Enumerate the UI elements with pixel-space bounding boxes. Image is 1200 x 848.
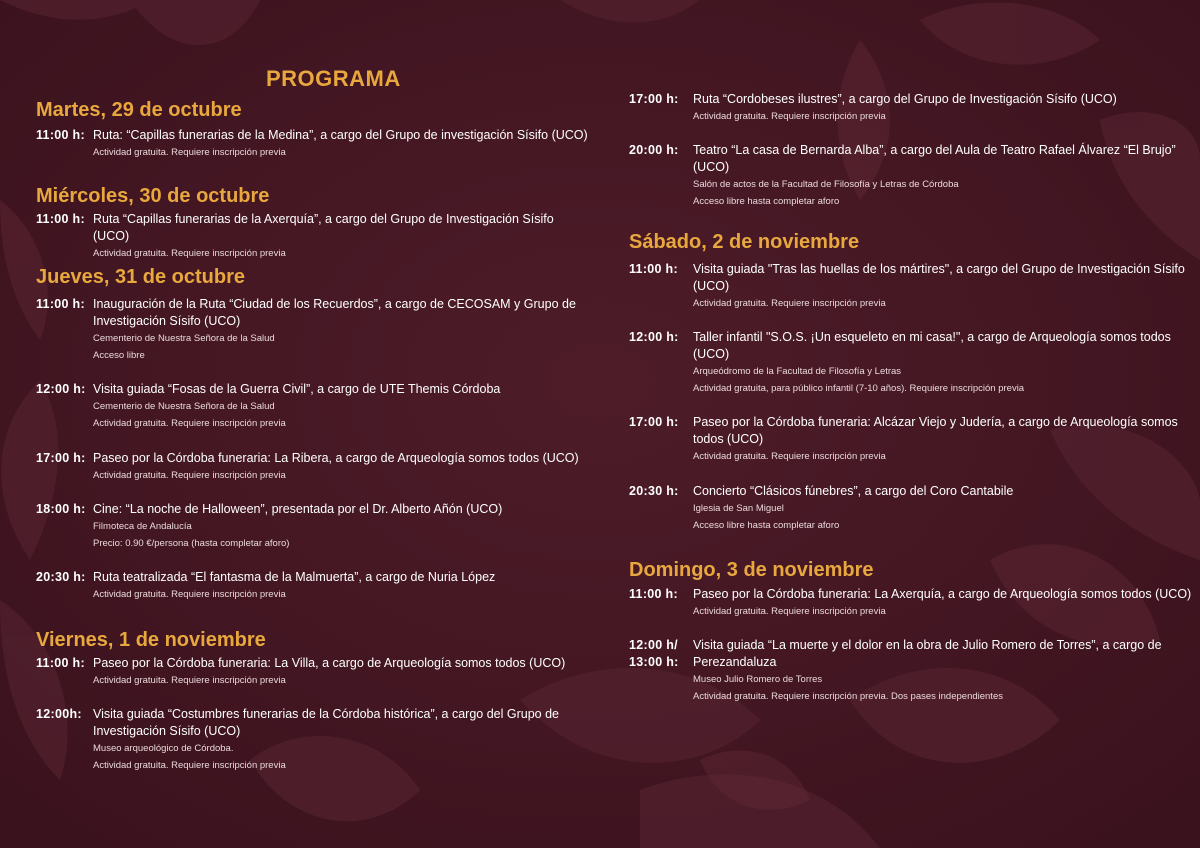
event-note: Actividad gratuita. Requiere inscripción previa xyxy=(93,675,286,686)
event-note: Actividad gratuita. Requiere inscripción previa xyxy=(693,111,886,122)
event-note: Actividad gratuita. Requiere inscripción previa xyxy=(693,298,886,309)
event-note: Actividad gratuita. Requiere inscripción previa xyxy=(93,418,286,429)
day-heading-domingo: Domingo, 3 de noviembre xyxy=(629,559,874,581)
event-time: 18:00 h: xyxy=(36,502,86,516)
event-note: Actividad gratuita. Requiere inscripción previa xyxy=(693,451,886,462)
day-heading-jueves: Jueves, 31 de octubre xyxy=(36,266,245,288)
event-note: Museo Julio Romero de Torres xyxy=(693,674,823,685)
event-title: Paseo por la Córdoba funeraria: La Ribera, a cargo de Arqueología somos todos (UCO) xyxy=(93,451,579,465)
event-title: Cine: “La noche de Halloween”, presentada por el Dr. Alberto Añón (UCO) xyxy=(93,502,503,516)
event-time: 12:00h: xyxy=(36,707,82,721)
event-title: Visita guiada “Costumbres funerarias de la Córdoba histórica”, a cargo del Grupo de Investigación Sísifo (UCO) xyxy=(93,707,559,738)
event-title: Visita guiada "Tras las huellas de los mártires", a cargo del Grupo de Investigación Sísifo (UCO) xyxy=(693,262,1185,293)
event-note: Filmoteca de Andalucía xyxy=(93,521,192,532)
event-time: 17:00 h: xyxy=(36,451,86,465)
event-note: Actividad gratuita. Requiere inscripción previa xyxy=(693,606,886,617)
event-time: 20:30 h: xyxy=(36,570,86,584)
program-title: PROGRAMA xyxy=(266,66,401,91)
event-note: Precio: 0.90 €/persona (hasta completar aforo) xyxy=(93,538,290,549)
day-heading-miercoles: Miércoles, 30 de octubre xyxy=(36,185,270,207)
event-time: 17:00 h: xyxy=(629,92,679,106)
day-heading-martes: Martes, 29 de octubre xyxy=(36,99,242,121)
event-note: Arqueódromo de la Facultad de Filosofía y Letras xyxy=(693,366,902,377)
event-time: 12:00 h: xyxy=(36,382,86,396)
event-note: Salón de actos de la Facultad de Filosofía y Letras de Córdoba xyxy=(693,179,959,190)
event-time: 11:00 h: xyxy=(36,656,85,670)
event-note: Iglesia de San Miguel xyxy=(693,503,784,514)
event-title: Taller infantil "S.O.S. ¡Un esqueleto en mi casa!", a cargo de Arqueología somos todos (UCO) xyxy=(693,330,1171,361)
event-note: Cementerio de Nuestra Señora de la Salud xyxy=(93,401,275,412)
event-note: Acceso libre xyxy=(93,350,145,361)
event-time: 20:00 h: xyxy=(629,143,679,157)
event-time: 11:00 h: xyxy=(36,212,85,226)
event-note: Museo arqueológico de Córdoba. xyxy=(93,743,234,754)
event-note: Actividad gratuita. Requiere inscripción previa xyxy=(93,589,286,600)
event-title: Ruta: “Capillas funerarias de la Medina”, a cargo del Grupo de investigación Sísifo (UCO) xyxy=(93,128,588,142)
event-title: Concierto “Clásicos fúnebres”, a cargo del Coro Cantabile xyxy=(693,484,1014,498)
event-note: Actividad gratuita. Requiere inscripción previa xyxy=(93,248,286,259)
event-time: 11:00 h: xyxy=(629,587,678,601)
event-time: 11:00 h: xyxy=(36,128,85,142)
event-title: Teatro “La casa de Bernarda Alba”, a cargo del Aula de Teatro Rafael Álvarez “El Brujo” (UCO) xyxy=(693,143,1176,174)
event-note: Actividad gratuita. Requiere inscripción previa. Dos pases independientes xyxy=(693,691,1003,702)
event-note: Actividad gratuita. Requiere inscripción previa xyxy=(93,147,286,158)
event-title: Visita guiada “Fosas de la Guerra Civil”, a cargo de UTE Themis Córdoba xyxy=(93,382,501,396)
event-note: Actividad gratuita. Requiere inscripción previa xyxy=(93,760,286,771)
event-time: 12:00 h: xyxy=(629,330,679,344)
event-note: Cementerio de Nuestra Señora de la Salud xyxy=(93,333,275,344)
event-title: Ruta “Capillas funerarias de la Axerquía”, a cargo del Grupo de Investigación Sísifo (UCO) xyxy=(93,212,554,243)
event-title: Visita guiada “La muerte y el dolor en la obra de Julio Romero de Torres”, a cargo de Perezandaluza xyxy=(693,638,1162,669)
event-title: Paseo por la Córdoba funeraria: Alcázar Viejo y Judería, a cargo de Arqueología somos todos (UCO) xyxy=(693,415,1178,446)
event-time: 17:00 h: xyxy=(629,415,679,429)
event-title: Ruta “Cordobeses ilustres”, a cargo del Grupo de Investigación Sísifo (UCO) xyxy=(693,92,1117,106)
event-title: Ruta teatralizada “El fantasma de la Malmuerta”, a cargo de Nuria López xyxy=(93,570,496,584)
event-note: Actividad gratuita. Requiere inscripción previa xyxy=(93,470,286,481)
event-time: 20:30 h: xyxy=(629,484,679,498)
event-title: Paseo por la Córdoba funeraria: La Villa, a cargo de Arqueología somos todos (UCO) xyxy=(93,656,566,670)
day-heading-sabado: Sábado, 2 de noviembre xyxy=(629,231,860,253)
event-time: 11:00 h: xyxy=(629,262,678,276)
event-time: 12:00 h/ 13:00 h: xyxy=(629,638,679,669)
event-time: 11:00 h: xyxy=(36,297,85,311)
event-note: Actividad gratuita, para público infantil (7-10 años). Requiere inscripción previa xyxy=(693,383,1025,394)
day-heading-viernes: Viernes, 1 de noviembre xyxy=(36,629,266,651)
event-note: Acceso libre hasta completar aforo xyxy=(693,196,840,207)
event-title: Paseo por la Córdoba funeraria: La Axerquía, a cargo de Arqueología somos todos (UCO) xyxy=(693,587,1192,601)
event-note: Acceso libre hasta completar aforo xyxy=(693,520,840,531)
event-title: Inauguración de la Ruta “Ciudad de los Recuerdos”, a cargo de CECOSAM y Grupo de Investigación Sísifo (UCO) xyxy=(93,297,576,328)
